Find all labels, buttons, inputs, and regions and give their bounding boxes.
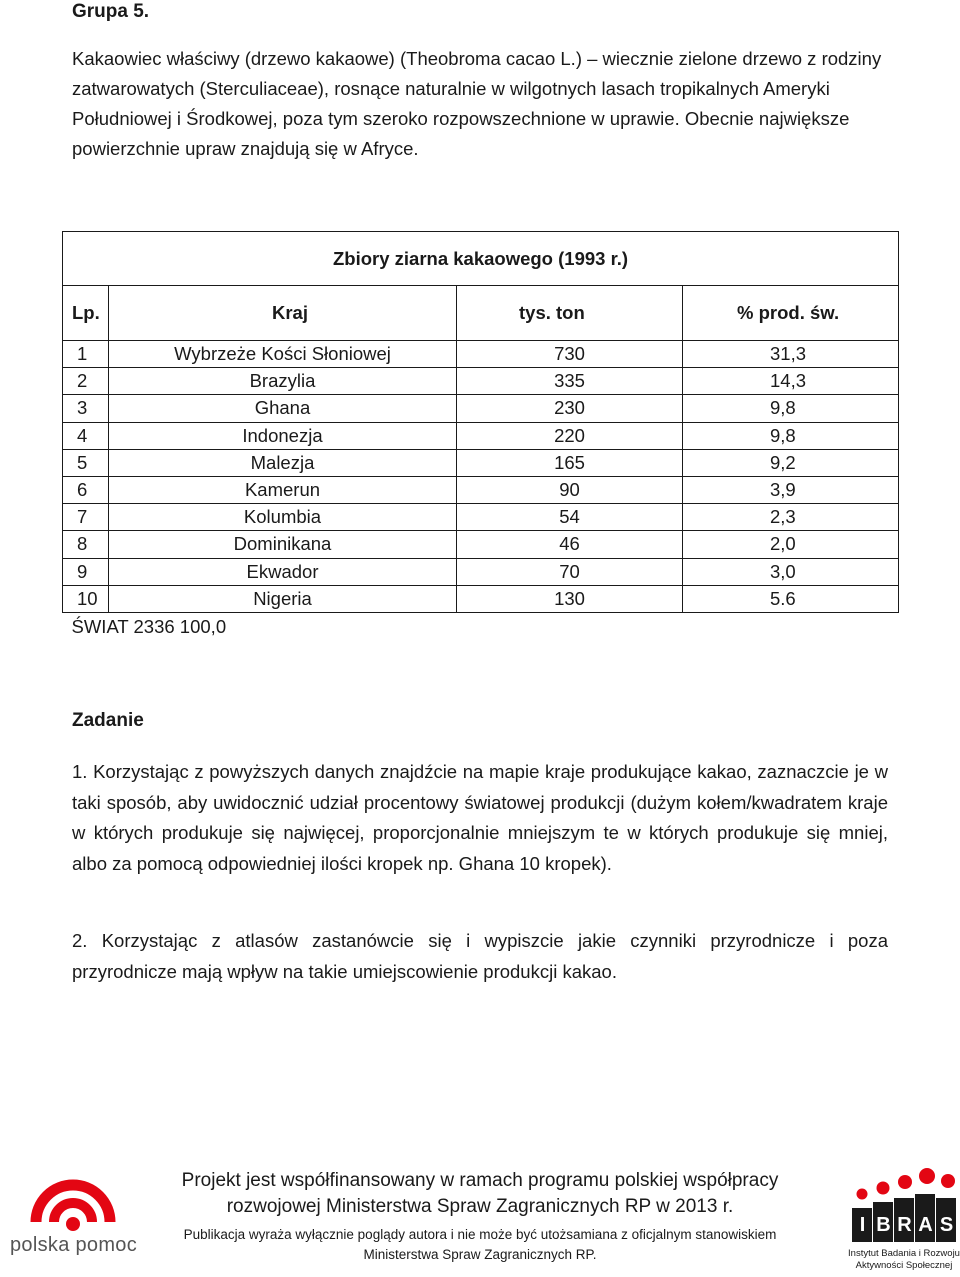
table-caption: Zbiory ziarna kakaowego (1993 r.): [63, 232, 899, 286]
table-row: [63, 504, 899, 531]
cell-tonnes: 165: [457, 449, 683, 476]
cell-percent: 2,3: [683, 504, 899, 531]
footer-disclaimer: [150, 1225, 810, 1265]
polska-pomoc-logo: [6, 1164, 140, 1264]
task-item-1: 1. Korzystając z powyższych danych znajdźcie na mapie kraje produkujące kakao, zaznaczcie je w taki sposób, aby uwidocznić udział procentowy światowej produkcji (dużym kołem/kwadratem kraje w których produkuje się najwięcej, proporcjonalnie mniejszym te w których produkuje się mniej, albo za pomocą odpowiedniej ilości kropek np. Ghana 10 kropek).: [72, 761, 888, 874]
group-title: Grupa 5.: [72, 1, 150, 22]
cell-percent: 3,0: [683, 558, 899, 585]
cell-percent: 31,3: [683, 341, 899, 368]
cell-lp: 4: [63, 422, 109, 449]
cell-country: Kolumbia: [109, 504, 457, 531]
cell-lp: 7: [63, 504, 109, 531]
cell-tonnes: 730: [457, 341, 683, 368]
polska-pomoc-label: polska pomoc: [10, 1234, 137, 1256]
table-caption-row: [63, 232, 899, 286]
column-header-kraj: Kraj: [109, 286, 457, 341]
intro-paragraph: Kakaowiec właściwy (drzewo kakaowe) (Theobroma cacao L.) – wiecznie zielone drzewo z rodziny zatwarowatych (Sterculiaceae), rosnące naturalnie w wilgotnych lasach tropikalnych Ameryki Południowej i Środkowej, poza tym szeroko rozpowszechnione w uprawie. Obecnie największe powierzchnie upraw znajdują się w Afryce.: [72, 48, 882, 159]
cell-percent: 9,8: [683, 422, 899, 449]
cell-country: Wybrzeże Kości Słoniowej: [109, 341, 457, 368]
cell-tonnes: 335: [457, 368, 683, 395]
world-total-row: [63, 612, 899, 641]
footer-funding-note: [150, 1168, 810, 1220]
table-row: [63, 558, 899, 585]
world-total: ŚWIAT 2336 100,0: [71, 615, 227, 637]
table-row: [63, 476, 899, 503]
table-row: [63, 531, 899, 558]
cell-lp: 6: [63, 476, 109, 503]
table-row: [63, 395, 899, 422]
ibras-letter: B: [876, 1214, 891, 1236]
table-row: [63, 585, 899, 612]
cell-percent: 5.6: [683, 585, 899, 612]
table-header-row: [63, 286, 899, 341]
ibras-logo: [848, 1166, 960, 1274]
column-header-percent: % prod. św.: [683, 286, 899, 341]
cell-percent: 2,0: [683, 531, 899, 558]
task-heading: Zadanie: [72, 710, 144, 731]
table-row: [63, 368, 899, 395]
ibras-caption-1: Instytut Badania i Rozwoju: [848, 1248, 960, 1259]
cell-percent: 9,2: [683, 449, 899, 476]
cell-tonnes: 220: [457, 422, 683, 449]
table-row: [63, 449, 899, 476]
cell-tonnes: 90: [457, 476, 683, 503]
footer-line-2: rozwojowej Ministerstwa Spraw Zagranicznych RP w 2013 r.: [226, 1196, 734, 1217]
footer-line-1: Projekt jest współfinansowany w ramach programu polskiej współpracy: [181, 1170, 779, 1191]
cell-percent: 9,8: [683, 395, 899, 422]
ibras-caption-2: Aktywności Społecznej: [855, 1260, 953, 1271]
cell-country: Nigeria: [109, 585, 457, 612]
ibras-letter: S: [939, 1214, 954, 1236]
cell-lp: 8: [63, 531, 109, 558]
cell-country: Malezja: [109, 449, 457, 476]
cell-percent: 3,9: [683, 476, 899, 503]
cell-percent: 14,3: [683, 368, 899, 395]
table-row: [63, 422, 899, 449]
task-item-2: 2. Korzystając z atlasów zastanówcie się i wypiszcie jakie czynniki przyrodnicze i poza przyrodnicze mają wpływ na takie umiejscowienie produkcji kakao.: [72, 930, 888, 982]
cell-country: Ghana: [109, 395, 457, 422]
cell-country: Ekwador: [109, 558, 457, 585]
cell-lp: 1: [63, 341, 109, 368]
cell-tonnes: 230: [457, 395, 683, 422]
cocoa-harvest-table: [62, 231, 899, 641]
cell-country: Dominikana: [109, 531, 457, 558]
cell-country: Brazylia: [109, 368, 457, 395]
ibras-letter: A: [918, 1214, 933, 1236]
cell-lp: 10: [63, 585, 109, 612]
ibras-letter: R: [897, 1214, 912, 1236]
cell-lp: 2: [63, 368, 109, 395]
cell-tonnes: 130: [457, 585, 683, 612]
cell-lp: 5: [63, 449, 109, 476]
disclaimer-line-2: Ministerstwa Spraw Zagranicznych RP.: [363, 1247, 597, 1262]
column-header-tys-ton: tys. ton: [457, 286, 683, 341]
cell-tonnes: 46: [457, 531, 683, 558]
cell-country: Indonezja: [109, 422, 457, 449]
table-row: [63, 341, 899, 368]
ibras-letter: I: [859, 1214, 866, 1236]
column-header-lp: Lp.: [63, 286, 109, 341]
cell-lp: 9: [63, 558, 109, 585]
cell-tonnes: 54: [457, 504, 683, 531]
cell-tonnes: 70: [457, 558, 683, 585]
cell-lp: 3: [63, 395, 109, 422]
cell-country: Kamerun: [109, 476, 457, 503]
disclaimer-line-1: Publikacja wyraża wyłącznie poglądy autora i nie może być utożsamiana z oficjalnym stanowiskiem: [183, 1227, 777, 1242]
